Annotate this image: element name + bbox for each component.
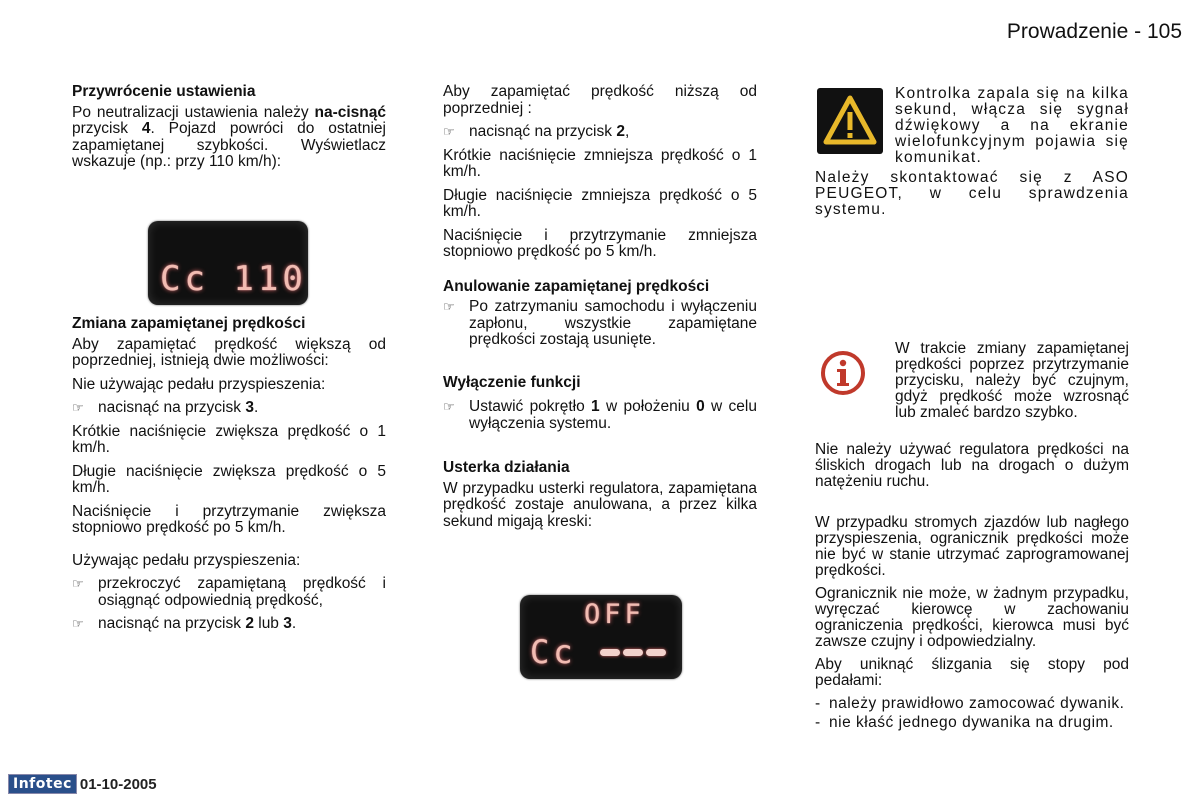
warning-triangle-icon [817,88,883,154]
paragraph: Naciśnięcie i przytrzymanie zwiększa stopniowo prędkość po 5 km/h. [72,502,386,536]
pointing-hand-icon: ☞ [72,576,84,591]
paragraph: W przypadku stromych zjazdów lub nagłego przyspieszenia, ogranicznik prędkości może nie być w stanie utrzymać zaprogramowanej prędkości. [815,514,1129,579]
section-heading: Wyłączenie funkcji [443,373,581,391]
section-heading: Anulowanie zapamiętanej prędkości [443,277,710,295]
page-header: Prowadzenie - 105 [1006,20,1182,43]
bullet-item: ☞ Ustawić pokrętło 1 w położeniu 0 w celu wyłączenia systemu. [443,398,757,432]
paragraph: Naciśnięcie i przytrzymanie zmniejsza stopniowo prędkość po 5 km/h. [443,226,757,260]
display-off-label: OFF [584,599,645,630]
paragraph: W przypadku usterki regulatora, zapamiętana prędkość zostaje anulowana, a przez kilka sekund migają kreski: [443,479,757,530]
warning-text-continued: Należy skontaktować się z ASO PEUGEOT, w celu sprawdzenia systemu. [815,169,1129,218]
column-left-lower [72,316,386,640]
paragraph: Krótkie naciśnięcie zwiększa prędkość o 1 km/h. [72,422,386,456]
pointing-hand-icon: ☞ [443,299,455,314]
paragraph: Nie używając pedału przyspieszenia: [72,375,326,393]
paragraph: Długie naciśnięcie zwiększa prędkość o 5 km/h. [72,462,386,496]
display-cc-label: Cc [530,633,577,671]
display-readout: Cc 110 [160,259,307,299]
bullet-item: ☞ Po zatrzymaniu samochodu i wyłączeniu zapłonu, wszystkie zapamiętane prędkości zostają usunięte. [443,298,757,348]
pointing-hand-icon: ☞ [72,616,84,631]
column-right-lower [815,515,1129,734]
paragraph: Używając pedału przyspieszenia: [72,551,301,569]
section-heading: Zmiana zapamiętanej prędkości [72,315,306,332]
dash-item: - należy prawidłowo zamocować dywanik. [815,695,1125,712]
paragraph: Aby zapamiętać prędkość niższą od poprzedniej : [443,83,757,117]
column-right-text [815,442,1129,497]
cruise-display-110 [148,221,308,305]
paragraph: Nie należy używać regulatora prędkości na śliskich drogach lub na drogach o dużym natężeniu ruchu. [815,441,1129,490]
warning-text: Kontrolka zapala się na kilka sekund, włącza się sygnał dźwiękowy a na ekranie wielofunkcyjnym pojawia się komunikat. [895,85,1129,166]
section-heading: Usterka działania [443,459,570,476]
bullet-item: ☞ nacisnąć na przycisk 2, [443,123,630,140]
paragraph: Ogranicznik nie może, w żadnym przypadku, wyręczać kierowcę w zachowaniu ograniczenia prędkości, kierowca musi być zawsze czujny i odpowiedzialny. [815,585,1129,650]
dash-item: - nie kłaść jednego dywanika na drugim. [815,714,1114,731]
infotec-logo: Infotec [8,774,77,794]
pointing-hand-icon: ☞ [443,124,455,139]
column-middle [443,84,757,537]
bullet-item: ☞ nacisnąć na przycisk 3. [72,399,259,416]
paragraph: Krótkie naciśnięcie zmniejsza prędkość o 1 km/h. [443,146,757,180]
footer [8,774,157,794]
pointing-hand-icon: ☞ [72,400,84,415]
paragraph: Długie naciśnięcie zmniejsza prędkość o 5 km/h. [443,186,757,220]
paragraph: Aby zapamiętać prędkość większą od poprzedniej, istnieją dwie możliwości: [72,335,386,369]
column-left [72,84,386,178]
info-text: W trakcie zmiany zapamiętanej prędkości poprzez przytrzymanie przycisku, należy być czujnym, gdyż prędkość może wzrosnąć lub zmaleć bardzo szybko. [895,340,1129,421]
print-date: 01-10-2005 [79,775,157,793]
pointing-hand-icon: ☞ [443,399,455,414]
section-heading: Przywrócenie ustawienia [72,83,256,100]
bullet-item: ☞ przekroczyć zapamiętaną prędkość i osiągnąć odpowiednią prędkość, [72,575,386,609]
blinking-dashes [600,649,666,656]
paragraph: Aby uniknąć ślizgania się stopy pod pedałami: [815,656,1129,689]
bullet-item: ☞ nacisnąć na przycisk 2 lub 3. [72,615,297,632]
info-icon [820,350,866,396]
paragraph: Po neutralizacji ustawienia należy na-cisnąć przycisk 4. Pojazd powróci do ostatniej zapamiętanej szybkości. Wyświetlacz wskazuje (np.: przy 110 km/h): [72,103,386,170]
cruise-display-off [520,595,682,679]
